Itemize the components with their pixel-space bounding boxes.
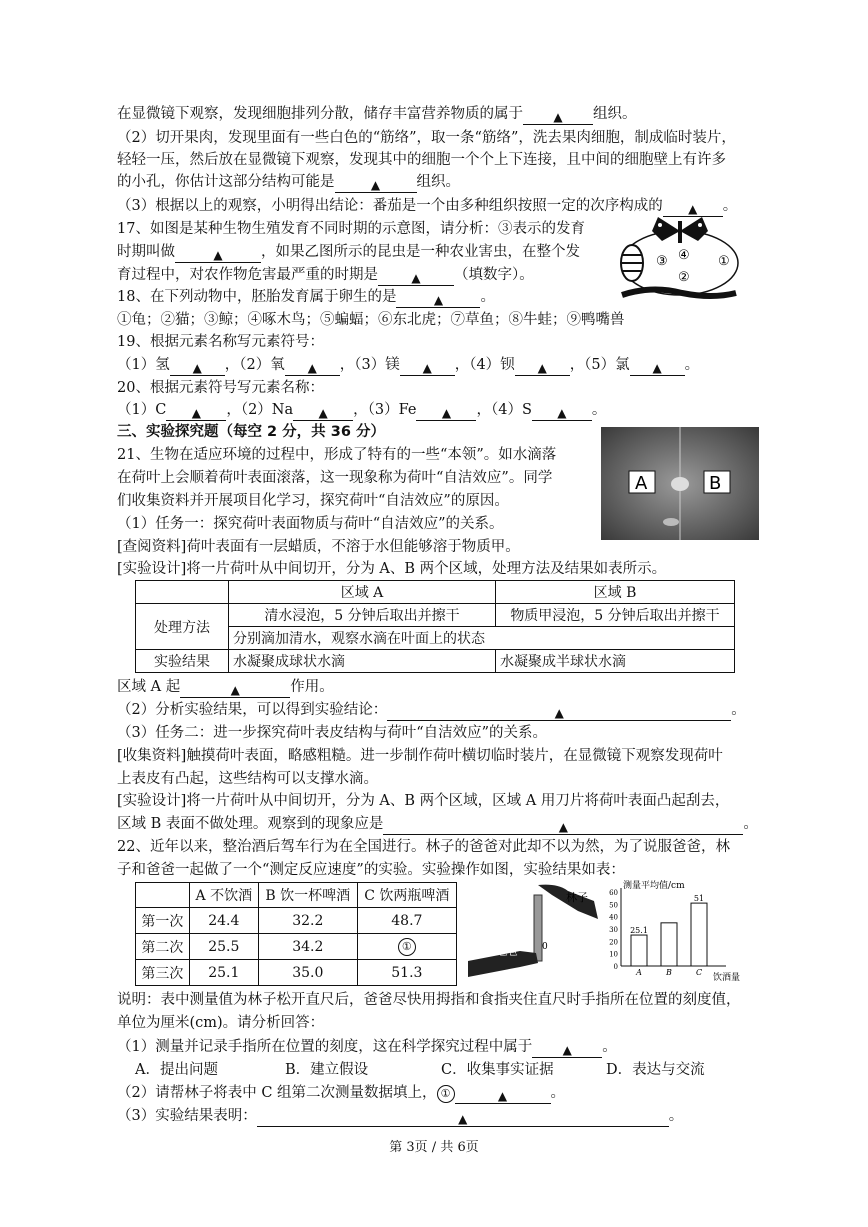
line-32: （1）测量并记录手指所在位置的刻度，这在科学探究过程中属于 ▲ 。: [117, 1039, 617, 1057]
line-5: （3）根据以上的观察，小明得出结论：番茄是一个由多种组织按照一定的次序构成的 ▲ 。: [117, 198, 738, 216]
option-d[interactable]: D．表达与交流: [606, 1062, 705, 1078]
answer-blank[interactable]: ▲: [515, 357, 570, 376]
bar: [691, 903, 707, 966]
line-22: （2）分析实验结果，可以得到实验结论： ▲ 。: [117, 702, 746, 720]
larva-icon: [622, 289, 736, 296]
answer-blank[interactable]: ▲: [532, 402, 592, 421]
y-tick-label: 40: [609, 913, 618, 922]
line-15: 21、生物在适应环境的过程中，形成了特有的一些“本领”。如水滴落: [117, 447, 557, 463]
y-tick-label: 60: [609, 889, 618, 897]
x-tick-label: A: [636, 968, 642, 977]
line-7: 时期叫做 ▲ ，如果乙图所示的昆虫是一种农业害虫，在整个发: [117, 244, 580, 262]
options-row: [135, 1059, 725, 1081]
page-footer: 第 3页 / 共 6页: [389, 1140, 479, 1155]
reaction-bar-chart: [601, 878, 756, 986]
pupa-icon: [621, 245, 643, 281]
answer-blank[interactable]: ▲: [396, 289, 480, 308]
svg-text:林子: 林子: [566, 891, 588, 904]
line-25: 上表皮有凸起，这些结构可以支撑水滴。: [117, 771, 378, 787]
insect-lifecycle-diagram: [612, 213, 747, 305]
option-a[interactable]: A．提出问题: [135, 1062, 218, 1078]
answer-blank[interactable]: ▲: [630, 357, 685, 376]
line-34: （3）实验结果表明： ▲ 。: [117, 1108, 684, 1126]
stage-label: ②: [678, 270, 690, 285]
butterfly-icon: [652, 217, 708, 243]
line-13: 20、根据元素符号写元素名称：: [117, 380, 324, 396]
line-21: 区域 A 起 ▲ 作用。: [117, 679, 334, 697]
stage-label: ①: [718, 254, 730, 269]
line-10: ①龟；②猫；③鲸；④啄木鸟；⑤蝙蝠；⑥东北虎；⑦草鱼；⑧牛蛙；⑨鸭嘴兽: [117, 312, 625, 328]
answer-blank[interactable]: ▲: [378, 267, 454, 286]
line-6: 17、如图是某种生物生殖发育不同时期的示意图，请分析：③表示的发育: [117, 221, 585, 237]
line-27: 区域 B 表面不做处理。观察到的现象应是 ▲ 。: [117, 816, 758, 834]
x-tick-label: B: [666, 968, 672, 977]
section-3-heading: 三、实验探究题（每空 2 分，共 36 分）: [117, 424, 385, 440]
line-33: （2）请帮林子将表中 C 组第二次测量数据填上， ① ▲ 。: [117, 1085, 566, 1103]
answer-blank[interactable]: ▲: [180, 679, 290, 698]
line-12: （1）氢 ▲ ，（2）氧 ▲ ，（3）镁 ▲ ，（4）钡 ▲ ，（5）氯 ▲ 。: [117, 357, 700, 375]
line-26: [实验设计]将一片荷叶从中间切开，分为 A、B 两个区域，区域 A 用刀片将荷叶表面凸起刮去，: [117, 793, 730, 809]
answer-blank[interactable]: ▲: [383, 816, 743, 835]
answer-blank[interactable]: ▲: [285, 357, 340, 376]
answer-blank[interactable]: ▲: [523, 106, 593, 125]
line-14: （1）C ▲ ，（2）Na ▲ ，（3）Fe ▲ ，（4）S ▲ 。: [117, 402, 607, 420]
answer-cell[interactable]: ①: [357, 934, 456, 960]
answer-blank[interactable]: ▲: [387, 702, 731, 721]
line-20: [实验设计]将一片荷叶从中间切开，分为 A、B 两个区域，处理方法及结果如表所示。: [117, 561, 667, 577]
line-19: [查阅资料]荷叶表面有一层蜡质，不溶于水但能够溶于物质甲。: [117, 539, 520, 555]
line-2: （2）切开果肉，发现里面有一些白色的“筋络”，取一条“筋络”，洗去果肉细胞，制成临时装片，: [117, 130, 736, 146]
lotus-leaf-photo: [601, 427, 759, 540]
answer-blank[interactable]: ▲: [663, 198, 723, 217]
option-b[interactable]: B．建立假设: [285, 1062, 369, 1078]
line-9: 18、在下列动物中，胚胎发育属于卵生的是 ▲ 。: [117, 289, 495, 307]
svg-text:0: 0: [542, 942, 548, 952]
stage-label: ④: [678, 248, 690, 263]
svg-text:A: A: [635, 473, 648, 494]
bar: [661, 923, 677, 966]
line-23: （3）任务二：进一步探究荷叶表皮结构与荷叶“自洁效应”的关系。: [117, 725, 548, 741]
y-tick-label: 50: [609, 901, 618, 910]
y-tick-label: 20: [609, 938, 618, 947]
line-4: 的小孔，你估计这部分结构可能是 ▲ 组织。: [117, 174, 460, 192]
line-16: 在荷叶上会顺着荷叶表面滚落，这一现象称为荷叶“自洁效应”。同学: [117, 470, 553, 486]
answer-blank[interactable]: ▲: [455, 1085, 551, 1104]
x-tick-label: C: [695, 968, 703, 977]
line-30: 说明：表中测量值为林子松开直尺后，爸爸尽快用拇指和食指夹住直尺时手指所在位置的刻度值，: [117, 992, 741, 1008]
y-tick-label: 30: [609, 926, 618, 934]
data-label: 25.1: [630, 926, 648, 936]
data-label: 51: [693, 894, 705, 904]
answer-blank[interactable]: ▲: [335, 174, 417, 193]
line-28: 22、近年以来，整治酒后驾车行为在全国进行。林子的爸爸对此却不以为然，为了说服爸爸，林: [117, 839, 730, 855]
answer-blank[interactable]: ▲: [175, 244, 261, 263]
line-11: 19、根据元素名称写元素符号：: [117, 334, 324, 350]
answer-blank[interactable]: ▲: [257, 1108, 669, 1127]
line-24: [收集资料]触摸荷叶表面，略感粗糙。进一步制作荷叶横切临时装片，在显微镜下观察发现荷叶: [117, 748, 723, 764]
answer-blank[interactable]: ▲: [170, 357, 225, 376]
answer-blank[interactable]: ▲: [416, 402, 476, 421]
reaction-data-table: A 不饮酒 B 饮一杯啤酒 C 饮两瓶啤酒 第一次 24.4 32.2 48.7 第二次 25.5 34.2 ① 第三次 25.1 35.0 51.3: [135, 882, 457, 986]
bar: [631, 935, 647, 966]
chart-title: 测量平均值/cm: [623, 881, 685, 891]
experiment-table-1: 区域 A 区域 B 处理方法 清水浸泡，5 分钟后取出并擦干 物质甲浸泡，5 分钟后取出并擦干 分别滴加清水，观察水滴在叶面上的状态 实验结果 水凝聚成球状水滴 水凝聚成半球状水滴: [135, 580, 735, 673]
line-18: （1）任务一：探究荷叶表面物质与荷叶“自洁效应”的关系。: [117, 516, 504, 532]
answer-blank[interactable]: ▲: [166, 402, 226, 421]
line-1: 在显微镜下观察，发现细胞排列分散，储存丰富营养物质的属于 ▲ 组织。: [117, 106, 637, 124]
answer-blank[interactable]: ▲: [293, 402, 353, 421]
ruler-experiment-photo: [468, 881, 601, 982]
svg-text:爸爸: 爸爸: [498, 947, 518, 958]
x-axis-label: 饮酒量: [713, 973, 741, 983]
line-8: 育过程中，对农作物危害最严重的时期是 ▲ （填数字）。: [117, 267, 534, 285]
y-tick-label: 10: [609, 950, 618, 959]
line-3: 轻轻一压，然后放在显微镜下观察，发现其中的细胞一个个上下连接，且中间的细胞壁上有许多: [117, 152, 726, 168]
line-31: 单位为厘米(cm)。请分析回答：: [117, 1015, 325, 1031]
answer-blank[interactable]: ▲: [532, 1039, 602, 1058]
svg-text:B: B: [709, 473, 722, 494]
option-c[interactable]: C．收集事实证据: [441, 1062, 554, 1078]
line-29: 子和爸爸一起做了一个“测定反应速度”的实验。实验操作如图，实验结果如表：: [117, 862, 625, 878]
answer-blank[interactable]: ▲: [400, 357, 455, 376]
line-17: 们收集资料并开展项目化学习，探究荷叶“自洁效应”的原因。: [117, 493, 509, 509]
stage-label: ③: [656, 254, 668, 269]
y-tick-label: 0: [613, 963, 618, 971]
